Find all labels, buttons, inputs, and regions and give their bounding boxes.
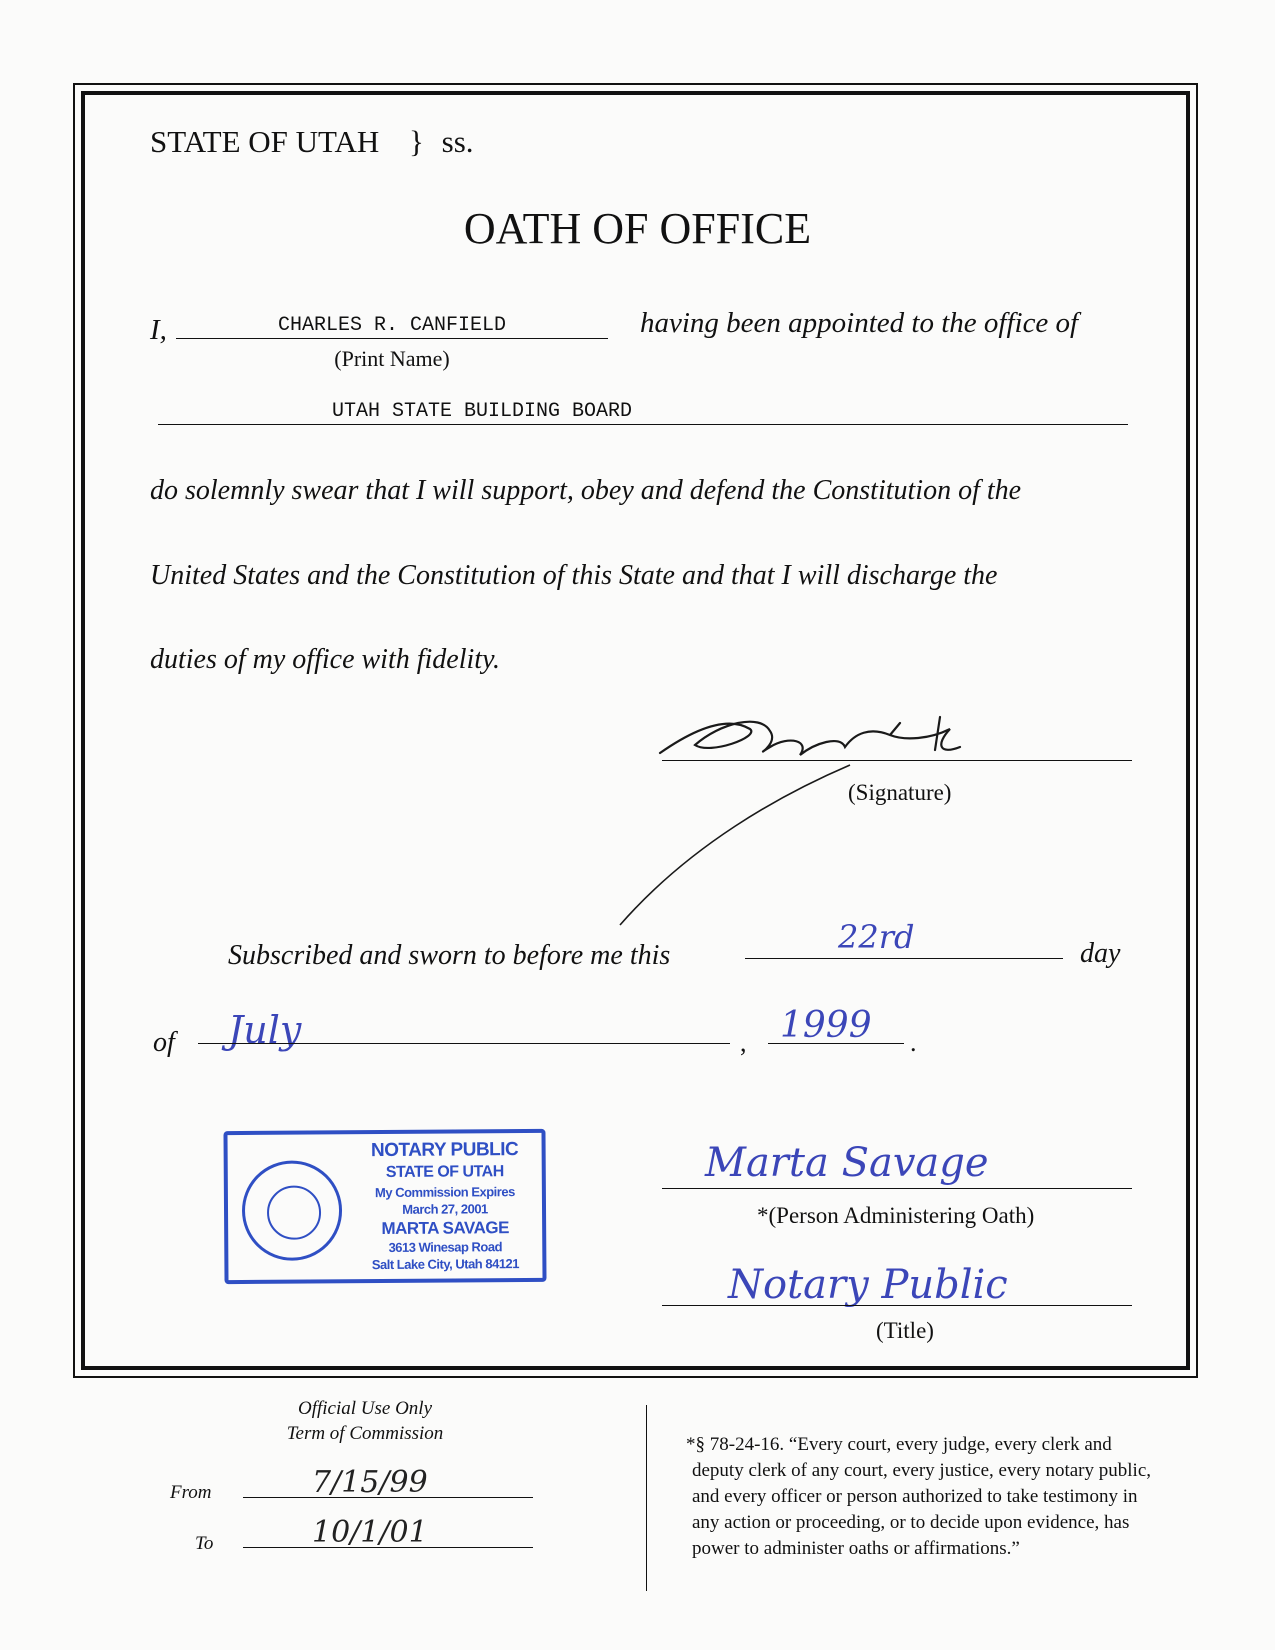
stamp-line-1: NOTARY PUBLIC [370,1139,519,1162]
i-label: I, [150,314,167,346]
title-caption: (Title) [876,1318,934,1343]
venue-header [150,124,474,160]
to-value: 10/1/01 [312,1515,428,1550]
stamp-line-2: STATE OF UTAH [385,1163,504,1181]
signature-line [662,760,1132,761]
oath-body-line-1: do solemnly swear that I will support, obey and defend the Constitution of the [150,475,1022,506]
subscribed-text: Subscribed and sworn to before me this [228,940,671,971]
oath-body-line-2: United States and the Constitution of this State and that I will discharge the [150,560,998,591]
stamp-line-4: March 27, 2001 [402,1201,488,1217]
from-line [243,1497,533,1498]
having-appointed-text: having been appointed to the office of [640,307,1079,339]
stamp-line-3: My Commission Expires [374,1184,515,1201]
administrator-line [662,1188,1132,1189]
term-heading: Term of Commission [286,1423,444,1444]
venue-state: STATE OF UTAH [150,124,380,159]
notary-stamp [223,1129,546,1284]
of-label: of [153,1027,175,1058]
date-comma: , [740,1028,747,1057]
title-line [662,1305,1132,1306]
signature-scrawl [600,695,1020,935]
date-period: . [910,1028,917,1057]
signature-caption: (Signature) [848,780,952,805]
document-title: OATH OF OFFICE [463,204,812,253]
statute-line-5: power to administer oaths or affirmations.” [692,1538,1020,1559]
venue-ss: ss. [441,124,474,159]
from-value: 7/15/99 [312,1465,428,1500]
statute-line-1: *§ 78-24-16. “Every court, every judge, every clerk and [686,1434,1112,1455]
day-value: 22rd [838,918,915,956]
print-name-line [176,338,608,339]
oath-body-line-3: duties of my office with fidelity. [150,644,500,675]
stamp-line-5: MARTA SAVAGE [381,1218,509,1239]
statute-text [686,1432,1151,1562]
print-name-value: CHARLES R. CANFIELD [277,314,507,337]
stamp-line-6: 3613 Winesap Road [388,1239,503,1255]
statute-line-3: and every officer or person authorized to take testimony in [692,1486,1138,1507]
year-value: 1999 [780,1005,872,1046]
print-name-caption: (Print Name) [334,346,450,371]
state-seal-icon [242,1160,343,1261]
administrator-signature: Marta Savage [705,1140,989,1186]
year-line [768,1043,904,1044]
month-line [198,1043,730,1044]
statute-line-2: deputy clerk of any court, every justice, every notary public, [692,1460,1151,1481]
statute-line-4: any action or proceeding, or to decide upon evidence, has [692,1512,1130,1533]
stamp-line-7: Salt Lake City, Utah 84121 [371,1256,520,1273]
section-divider [646,1405,647,1591]
month-value: July [228,1008,302,1052]
to-line [243,1547,533,1548]
title-value: Notary Public [728,1262,1008,1308]
day-label: day [1080,938,1121,969]
to-label: To [195,1533,214,1554]
day-line [745,958,1063,959]
official-use-heading: Official Use Only [297,1398,433,1419]
venue-brace: } [409,124,424,159]
office-line [158,424,1128,425]
from-label: From [170,1482,212,1503]
administrator-caption: *(Person Administering Oath) [757,1203,1035,1228]
office-value: UTAH STATE BUILDING BOARD [332,400,633,423]
